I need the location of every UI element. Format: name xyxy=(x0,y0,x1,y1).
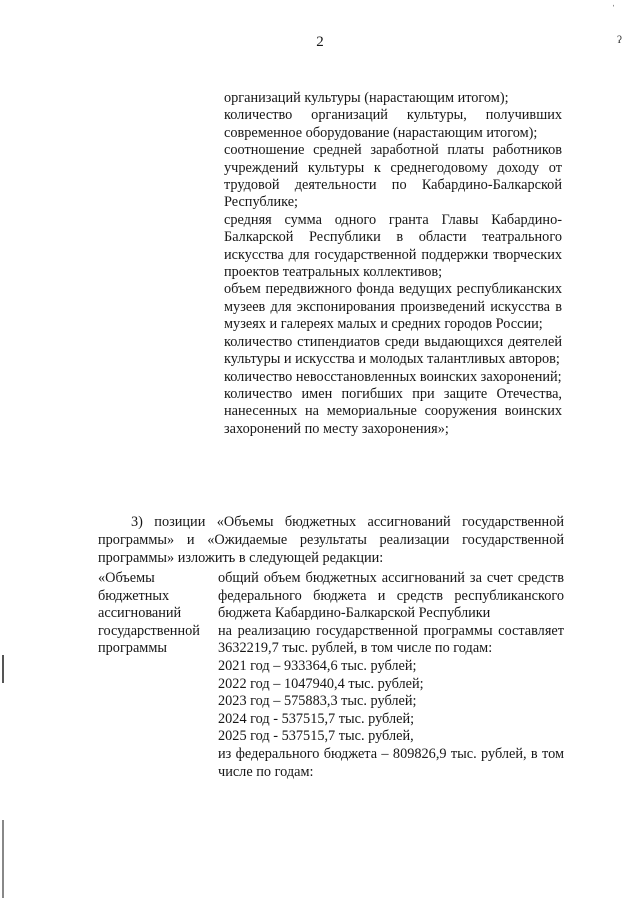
cell-line: 2023 год – 575883,3 тыс. рублей; xyxy=(218,693,417,710)
cell-line: бюджетных xyxy=(98,587,170,604)
list-item: количество невосстановленных воинских захоронений; xyxy=(224,368,562,385)
table-left-cell xyxy=(98,570,218,658)
list-item: организаций культуры (нарастающим итогом); xyxy=(224,90,509,106)
table-right-cell xyxy=(218,570,564,781)
list-item: количество стипендиатов среди выдающихся деятелей культуры и искусства и молодых талантливых авторов; xyxy=(224,333,562,368)
cell-line: 2025 год - 537515,7 тыс. рублей, xyxy=(218,728,414,745)
cell-line: 2021 год – 933364,6 тыс. рублей; xyxy=(218,657,417,674)
scan-mark: ʔ xyxy=(617,34,622,46)
page-number: 2 xyxy=(316,34,324,50)
cell-paragraph: из федерального бюджета – 809826,9 тыс. рублей, в том числе по годам: xyxy=(218,745,564,780)
list-item: объем передвижного фонда ведущих республиканских музеев для экспонирования произведений искусства в музеях и галереях малых и средних городов России; xyxy=(224,281,562,333)
cell-line: государственной xyxy=(98,622,200,639)
cell-line: «Объемы xyxy=(98,570,155,586)
cell-line: 2022 год – 1047940,4 тыс. рублей; xyxy=(218,675,424,692)
scan-mark: ˈ xyxy=(612,4,616,15)
cell-line: ассигнований xyxy=(98,605,182,622)
cell-paragraph: общий объем бюджетных ассигнований за счет средств федерального бюджета и средств республиканского бюджета Кабардино-Балкарской Республики xyxy=(218,570,564,622)
list-item: количество организаций культуры, получивших современное оборудование (нарастающим итогом); xyxy=(224,107,562,141)
list-item: средняя сумма одного гранта Главы Кабардино-Балкарской Республики в области театрального искусства для государственной поддержки творческих проектов театральных коллективов; xyxy=(224,211,562,281)
section-3-paragraph: 3) позиции «Объемы бюджетных ассигнований государственной программы» и «Ожидаемые результаты реализации государственной программы» изложить в следующей редакции: xyxy=(98,514,564,566)
list-item: количество имен погибших при защите Отечества, нанесенных на мемориальные сооружения воинских захоронений по месту захоронения»; xyxy=(224,385,562,437)
cell-line: 2024 год - 537515,7 тыс. рублей; xyxy=(218,710,415,727)
cell-paragraph: на реализацию государственной программы составляет 3632219,7 тыс. рублей, в том числе по годам: xyxy=(218,622,564,657)
cell-line: программы xyxy=(98,640,168,657)
indicator-list xyxy=(224,90,562,438)
scan-artifact-line xyxy=(2,655,4,683)
list-item: соотношение средней заработной платы работников учреждений культуры к среднегодовому доходу от трудовой деятельности по Кабардино-Балкарской Республике; xyxy=(224,142,562,211)
scan-artifact-line xyxy=(2,820,4,898)
